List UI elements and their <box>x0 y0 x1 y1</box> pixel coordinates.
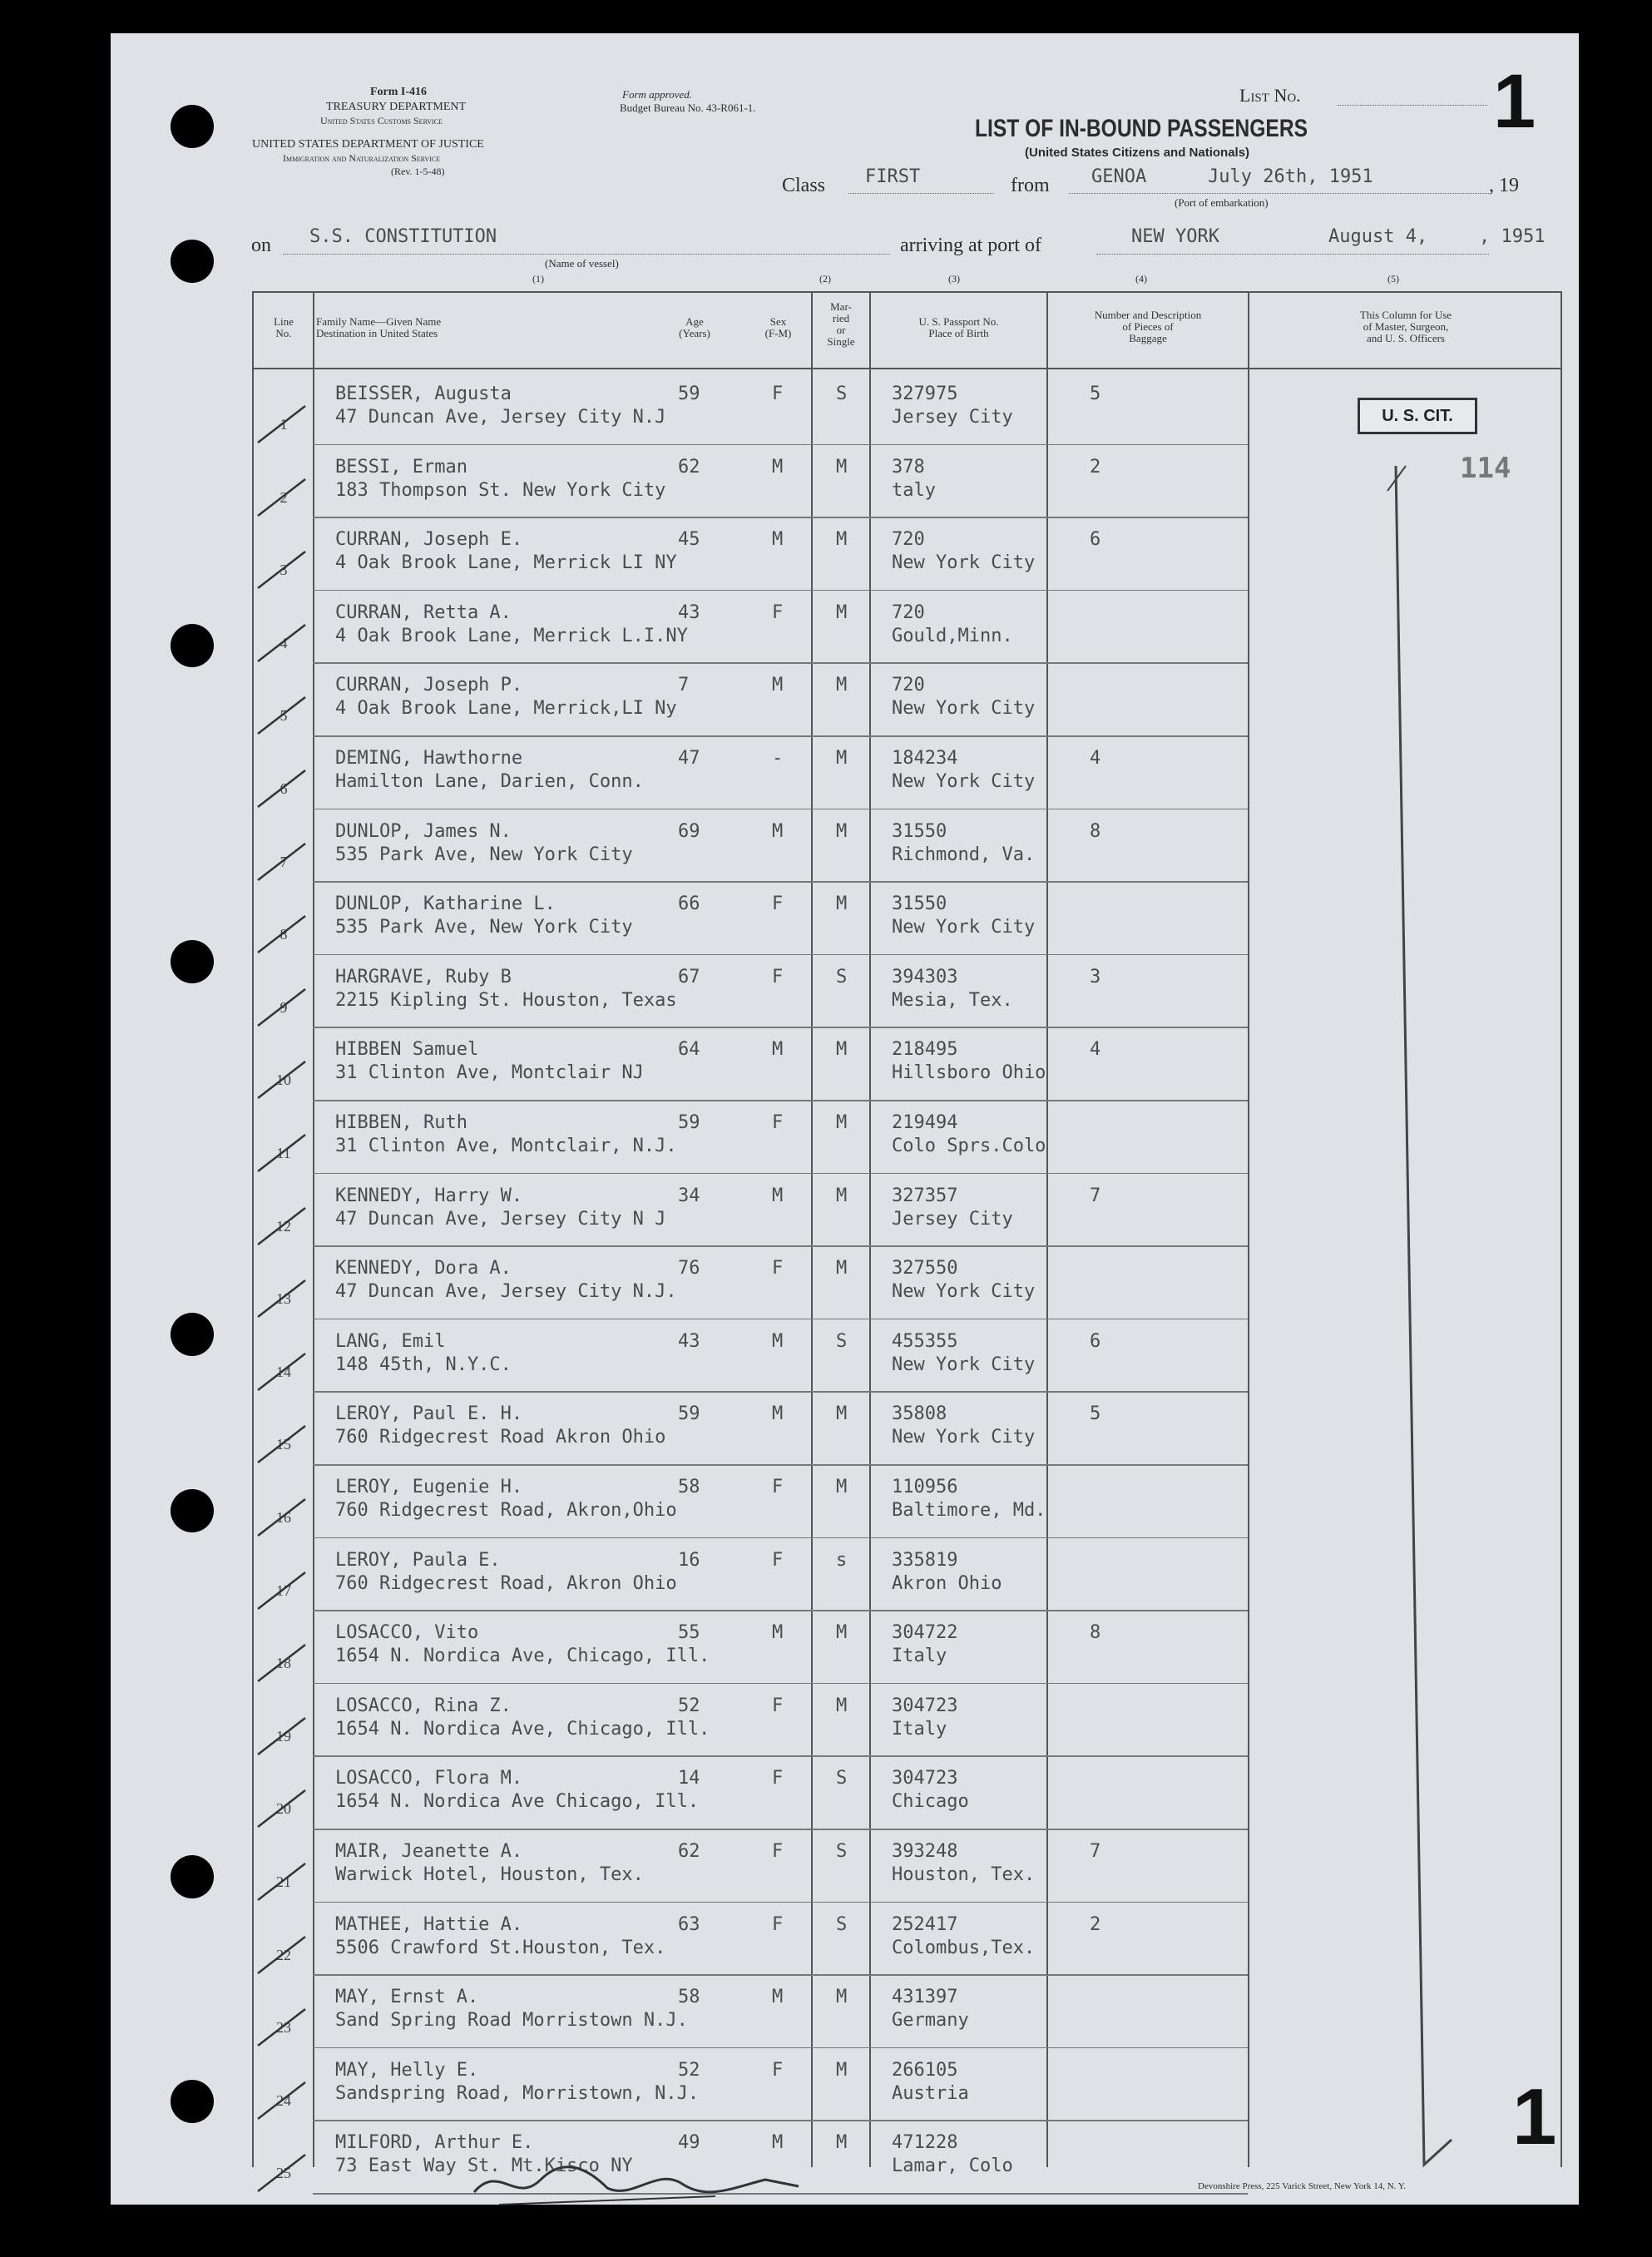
passenger-sex: - <box>772 748 784 769</box>
place-of-birth: Gould,Minn. <box>892 625 1013 646</box>
passenger-name: KENNEDY, Dora A. <box>335 1258 512 1279</box>
line-number: 9 <box>279 998 288 1016</box>
baggage-count: 8 <box>1090 820 1101 842</box>
passenger-name: MAY, Ernst A. <box>335 1987 479 2008</box>
col-num-4: (4) <box>1135 273 1147 285</box>
marital-status: M <box>836 1258 848 1279</box>
line-number: 20 <box>276 1800 291 1818</box>
arrival-year: , 1951 <box>1479 226 1546 247</box>
passenger-destination: 4 Oak Brook Lane, Merrick,LI Ny <box>335 698 677 720</box>
line-number: 14 <box>276 1363 291 1380</box>
passenger-sex: M <box>772 1403 784 1425</box>
passenger-name: MATHEE, Hattie A. <box>335 1913 523 1935</box>
passenger-destination: Warwick Hotel, Houston, Tex. <box>335 1864 644 1885</box>
line-number: 22 <box>276 1946 291 1963</box>
passenger-age: 62 <box>678 1841 700 1862</box>
passenger-age: 52 <box>678 2059 700 2081</box>
passenger-age: 67 <box>678 966 700 987</box>
line-number: 5 <box>279 707 288 725</box>
passenger-destination: 4 Oak Brook Lane, Merrick L.I.NY <box>335 625 688 646</box>
passenger-sex: F <box>772 1112 784 1133</box>
form-approved: Form approved. <box>622 88 693 101</box>
place-of-birth: Germany <box>892 2010 969 2032</box>
passenger-name: DUNLOP, Katharine L. <box>335 893 556 915</box>
passenger-destination: 73 East Way St. Mt.Kisco NY <box>335 2156 633 2177</box>
class-label: Class <box>782 175 826 196</box>
baggage-count: 7 <box>1090 1841 1101 1862</box>
passenger-name: LEROY, Eugenie H. <box>335 1477 523 1497</box>
passenger-sex: F <box>772 1841 784 1862</box>
marital-status: M <box>836 529 848 551</box>
passenger-sex: F <box>772 1258 784 1279</box>
port-embarkation-note: (Port of embarkation) <box>1175 196 1269 209</box>
passenger-name: MILFORD, Arthur E. <box>335 2132 534 2154</box>
passenger-name: LEROY, Paul E. H. <box>335 1403 523 1425</box>
marital-status: M <box>836 893 848 915</box>
passenger-name: DEMING, Hawthorne <box>335 748 523 769</box>
passenger-sex: F <box>772 384 784 404</box>
passport-number: 720 <box>892 601 925 623</box>
line-number: 19 <box>276 1727 291 1745</box>
passenger-age: 43 <box>678 1330 700 1352</box>
passenger-name: CURRAN, Joseph P. <box>335 675 523 696</box>
passenger-name: LOSACCO, Rina Z. <box>335 1695 512 1716</box>
passport-number: 184234 <box>892 748 958 769</box>
place-of-birth: New York City <box>892 917 1036 938</box>
col-head-married: Mar- ried or Single <box>827 300 855 348</box>
passenger-name: CURRAN, Retta A. <box>335 601 512 623</box>
line-number: 10 <box>276 1072 291 1089</box>
passenger-age: 34 <box>678 1185 700 1206</box>
passenger-destination: 760 Ridgecrest Road, Akron,Ohio <box>335 1500 677 1521</box>
place-of-birth: New York City <box>892 771 1036 792</box>
marital-status: M <box>836 820 848 842</box>
passenger-age: 59 <box>678 384 700 404</box>
dept-justice: UNITED STATES DEPARTMENT OF JUSTICE <box>252 138 484 151</box>
passenger-age: 43 <box>678 601 700 623</box>
col-head-passport: U. S. Passport No. Place of Birth <box>918 315 999 339</box>
page-title: LIST OF IN-BOUND PASSENGERS <box>975 115 1308 142</box>
line-number: 17 <box>276 1581 291 1599</box>
passport-number: 471228 <box>892 2132 958 2154</box>
marital-status: S <box>836 1330 848 1352</box>
vessel-note: (Name of vessel) <box>545 257 619 270</box>
place-of-birth: New York City <box>892 698 1036 720</box>
col-num-5: (5) <box>1387 273 1399 285</box>
passenger-age: 14 <box>678 1768 700 1789</box>
baggage-count: 5 <box>1090 384 1101 404</box>
from-label: from <box>1011 175 1050 196</box>
passenger-sex: F <box>772 966 784 987</box>
place-of-birth: Houston, Tex. <box>892 1864 1036 1885</box>
baggage-count: 6 <box>1090 529 1101 551</box>
passenger-name: HIBBEN Samuel <box>335 1039 479 1061</box>
passport-number: 218495 <box>892 1039 958 1061</box>
passenger-age: 59 <box>678 1112 700 1133</box>
marital-status: M <box>836 2132 848 2154</box>
col-num-2: (2) <box>819 273 831 285</box>
passenger-sex: M <box>772 2132 784 2154</box>
passenger-name: LEROY, Paula E. <box>335 1549 501 1571</box>
marital-status: S <box>836 966 848 987</box>
passenger-destination: 535 Park Ave, New York City <box>335 844 633 865</box>
form-revision: (Rev. 1-5-48) <box>391 166 445 177</box>
list-number: 1 <box>1493 59 1536 144</box>
marital-status: M <box>836 675 848 696</box>
passenger-age: 66 <box>678 893 700 915</box>
marital-status: M <box>836 1987 848 2008</box>
passenger-destination: 535 Park Ave, New York City <box>335 917 633 938</box>
passenger-destination: 47 Duncan Ave, Jersey City N J <box>335 1208 666 1230</box>
col-num-3: (3) <box>948 273 960 285</box>
passenger-age: 59 <box>678 1403 700 1425</box>
place-of-birth: Lamar, Colo <box>892 2156 1013 2177</box>
passenger-destination: Sand Spring Road Morristown N.J. <box>335 2010 688 2032</box>
passenger-age: 49 <box>678 2132 700 2154</box>
place-of-birth: Jersey City <box>892 407 1013 428</box>
baggage-count: 7 <box>1090 1185 1101 1206</box>
passenger-name: LOSACCO, Flora M. <box>335 1768 523 1789</box>
printer-credit: Devonshire Press, 225 Varick Street, New York 14, N. Y. <box>1198 2181 1407 2191</box>
citizen-stamp: U. S. CIT. <box>1358 398 1477 434</box>
list-no-label: List No. <box>1239 85 1301 106</box>
marital-status: M <box>836 1695 848 1716</box>
passenger-sex: M <box>772 1330 784 1352</box>
marital-status: S <box>836 1913 848 1935</box>
passenger-age: 45 <box>678 529 700 551</box>
passenger-destination: 760 Ridgecrest Road Akron Ohio <box>335 1427 666 1448</box>
class-value: FIRST <box>865 166 921 187</box>
marital-status: S <box>836 1841 848 1862</box>
marital-status: M <box>836 1039 848 1061</box>
passenger-destination: 148 45th, N.Y.C. <box>335 1354 512 1375</box>
baggage-count: 6 <box>1090 1330 1101 1352</box>
passport-number: 394303 <box>892 966 958 987</box>
col-head-age: Age (Years) <box>679 315 710 339</box>
passport-number: 455355 <box>892 1330 958 1352</box>
line-number: 25 <box>276 2165 291 2182</box>
passenger-sex: F <box>772 1477 784 1497</box>
passenger-name: MAY, Helly E. <box>335 2059 479 2081</box>
passenger-sex: M <box>772 1039 784 1061</box>
line-number: 4 <box>279 634 288 651</box>
baggage-count: 8 <box>1090 1622 1101 1644</box>
stamp-number: 114 <box>1460 452 1511 485</box>
line-number: 12 <box>276 1217 291 1235</box>
marital-status: M <box>836 2059 848 2081</box>
passenger-age: 58 <box>678 1987 700 2008</box>
passenger-sex: F <box>772 893 784 915</box>
place-of-birth: Baltimore, Md. <box>892 1500 1046 1521</box>
passenger-age: 76 <box>678 1258 700 1279</box>
page-subtitle: (United States Citizens and Nationals) <box>1025 146 1250 160</box>
place-of-birth: Colo Sprs.Colo <box>892 1136 1046 1156</box>
place-of-birth: Mesia, Tex. <box>892 989 1013 1011</box>
passport-number: 31550 <box>892 820 947 842</box>
passenger-destination: 1654 N. Nordica Ave, Chicago, Ill. <box>335 1646 710 1667</box>
passenger-sex: F <box>772 1768 784 1789</box>
place-of-birth: New York City <box>892 552 1036 574</box>
passenger-sex: F <box>772 1549 784 1571</box>
line-number: 3 <box>279 562 288 579</box>
place-of-birth: Austria <box>892 2082 969 2104</box>
place-of-birth: New York City <box>892 1354 1036 1375</box>
passenger-name: HARGRAVE, Ruby B <box>335 966 512 987</box>
arrival-port: NEW YORK <box>1131 226 1219 247</box>
passenger-name: CURRAN, Joseph E. <box>335 529 523 551</box>
passenger-name: DUNLOP, James N. <box>335 820 512 842</box>
baggage-count: 2 <box>1090 456 1101 478</box>
passenger-destination: 47 Duncan Ave, Jersey City N.J <box>335 407 666 428</box>
place-of-birth: Italy <box>892 1718 947 1740</box>
marital-status: M <box>836 1185 848 1206</box>
from-port: GENOA <box>1091 166 1147 187</box>
col-head-name: Family Name—Given Name Destination in United States <box>316 315 442 339</box>
place-of-birth: Chicago <box>892 1791 969 1813</box>
passport-number: 720 <box>892 675 925 696</box>
passenger-destination: 2215 Kipling St. Houston, Texas <box>335 989 677 1011</box>
passport-number: 304723 <box>892 1768 958 1789</box>
passenger-sex: F <box>772 1913 784 1935</box>
passenger-name: HIBBEN, Ruth <box>335 1112 467 1133</box>
marital-status: M <box>836 1112 848 1133</box>
line-number: 15 <box>276 1436 291 1453</box>
passport-number: 304722 <box>892 1622 958 1644</box>
passenger-name: BESSI, Erman <box>335 456 467 478</box>
line-number: 21 <box>276 1873 291 1890</box>
place-of-birth: taly <box>892 479 936 501</box>
place-of-birth: Colombus,Tex. <box>892 1937 1036 1958</box>
treasury-dept: TREASURY DEPARTMENT <box>326 101 467 113</box>
marital-status: S <box>836 384 848 404</box>
place-of-birth: Richmond, Va. <box>892 844 1036 865</box>
passenger-sex: M <box>772 529 784 551</box>
line-number: 2 <box>279 488 288 506</box>
passenger-sex: M <box>772 1622 784 1644</box>
passenger-destination: Sandspring Road, Morristown, N.J. <box>335 2082 700 2104</box>
form-number: Form I-416 <box>370 86 428 98</box>
passenger-destination: 4 Oak Brook Lane, Merrick LI NY <box>335 552 677 574</box>
passenger-age: 55 <box>678 1622 700 1644</box>
passenger-sex: M <box>772 820 784 842</box>
passport-number: 378 <box>892 456 925 478</box>
col-head-line-no: Line No. <box>274 315 294 339</box>
budget-bureau: Budget Bureau No. 43-R061-1. <box>620 101 756 114</box>
passenger-sex: F <box>772 2059 784 2081</box>
passenger-age: 69 <box>678 820 700 842</box>
passenger-name: LOSACCO, Vito <box>335 1622 479 1644</box>
passenger-sex: M <box>772 1987 784 2008</box>
passenger-age: 47 <box>678 748 700 769</box>
year-suffix: , 19 <box>1489 175 1519 196</box>
line-number: 11 <box>276 1145 291 1161</box>
line-number: 8 <box>279 926 288 943</box>
passport-number: 219494 <box>892 1112 958 1133</box>
passport-number: 327975 <box>892 384 958 404</box>
col-head-sex: Sex (F-M) <box>764 315 792 339</box>
passenger-sex: F <box>772 1695 784 1716</box>
line-number: 6 <box>279 780 288 797</box>
marital-status: M <box>836 748 848 769</box>
passport-number: 304723 <box>892 1695 958 1716</box>
passport-number: 35808 <box>892 1403 947 1425</box>
passenger-age: 52 <box>678 1695 700 1716</box>
passenger-age: 16 <box>678 1549 700 1571</box>
passenger-name: KENNEDY, Harry W. <box>335 1185 523 1206</box>
arrival-date: August 4, <box>1328 226 1428 247</box>
passenger-destination: 5506 Crawford St.Houston, Tex. <box>335 1937 666 1958</box>
passenger-name: LANG, Emil <box>335 1330 446 1352</box>
place-of-birth: New York City <box>892 1427 1036 1448</box>
passenger-destination: 183 Thompson St. New York City <box>335 479 666 501</box>
col-num-1: (1) <box>532 273 544 285</box>
passenger-age: 58 <box>678 1477 700 1497</box>
line-number: 18 <box>276 1655 291 1672</box>
passenger-destination: 760 Ridgecrest Road, Akron Ohio <box>335 1572 677 1594</box>
passport-number: 266105 <box>892 2059 958 2081</box>
passenger-destination: Hamilton Lane, Darien, Conn. <box>335 771 644 792</box>
passport-number: 335819 <box>892 1549 958 1571</box>
customs-service: United States Customs Service <box>320 115 443 126</box>
passenger-age: 64 <box>678 1039 700 1061</box>
marital-status: S <box>836 1768 848 1789</box>
passport-number: 327550 <box>892 1258 958 1279</box>
passport-number: 431397 <box>892 1987 958 2008</box>
passenger-destination: 1654 N. Nordica Ave Chicago, Ill. <box>335 1791 700 1813</box>
passenger-sex: M <box>772 675 784 696</box>
arriving-label: arriving at port of <box>900 235 1041 256</box>
col-head-officers: This Column for Use of Master, Surgeon, and U. S. Officers <box>1359 309 1452 344</box>
passport-number: 31550 <box>892 893 947 915</box>
from-date: July 26th, 1951 <box>1208 166 1373 187</box>
passport-number: 720 <box>892 529 925 551</box>
passenger-age: 7 <box>678 675 690 696</box>
line-number: 1 <box>279 416 288 433</box>
line-number: 23 <box>276 2019 291 2037</box>
place-of-birth: Hillsboro Ohio <box>892 1062 1046 1084</box>
baggage-count: 2 <box>1090 1913 1101 1935</box>
marital-status: s <box>836 1549 848 1571</box>
baggage-count: 4 <box>1090 1039 1101 1061</box>
corner-number: 1 <box>1512 2072 1557 2161</box>
passenger-sex: M <box>772 1185 784 1206</box>
ins-service: Immigration and Naturalization Service <box>283 152 441 164</box>
marital-status: M <box>836 1403 848 1425</box>
passenger-name: MAIR, Jeanette A. <box>335 1841 523 1862</box>
passenger-age: 62 <box>678 456 700 478</box>
passenger-sex: M <box>772 456 784 478</box>
passenger-destination: 47 Duncan Ave, Jersey City N.J. <box>335 1281 677 1303</box>
vessel-name: S.S. CONSTITUTION <box>309 226 497 247</box>
line-number: 7 <box>279 853 288 870</box>
on-label: on <box>251 235 271 256</box>
col-head-baggage: Number and Description of Pieces of Baggage <box>1094 309 1202 344</box>
passport-number: 252417 <box>892 1913 958 1935</box>
marital-status: M <box>836 601 848 623</box>
marital-status: M <box>836 1477 848 1497</box>
place-of-birth: New York City <box>892 1281 1036 1303</box>
line-number: 13 <box>276 1290 291 1308</box>
baggage-count: 5 <box>1090 1403 1101 1425</box>
marital-status: M <box>836 1622 848 1644</box>
passenger-destination: 1654 N. Nordica Ave, Chicago, Ill. <box>335 1718 710 1740</box>
passport-number: 327357 <box>892 1185 958 1206</box>
baggage-count: 3 <box>1090 966 1101 987</box>
passenger-sex: F <box>772 601 784 623</box>
line-number: 16 <box>276 1509 291 1526</box>
passenger-name: BEISSER, Augusta <box>335 384 512 404</box>
place-of-birth: Jersey City <box>892 1208 1013 1230</box>
passport-number: 393248 <box>892 1841 958 1862</box>
signature <box>466 2155 815 2213</box>
line-number: 24 <box>276 2091 291 2109</box>
passenger-age: 63 <box>678 1913 700 1935</box>
passenger-destination: 31 Clinton Ave, Montclair NJ <box>335 1062 644 1084</box>
baggage-count: 4 <box>1090 748 1101 769</box>
passenger-destination: 31 Clinton Ave, Montclair, N.J. <box>335 1136 677 1156</box>
passport-number: 110956 <box>892 1477 958 1497</box>
marital-status: M <box>836 456 848 478</box>
place-of-birth: Akron Ohio <box>892 1572 1002 1594</box>
place-of-birth: Italy <box>892 1646 947 1667</box>
